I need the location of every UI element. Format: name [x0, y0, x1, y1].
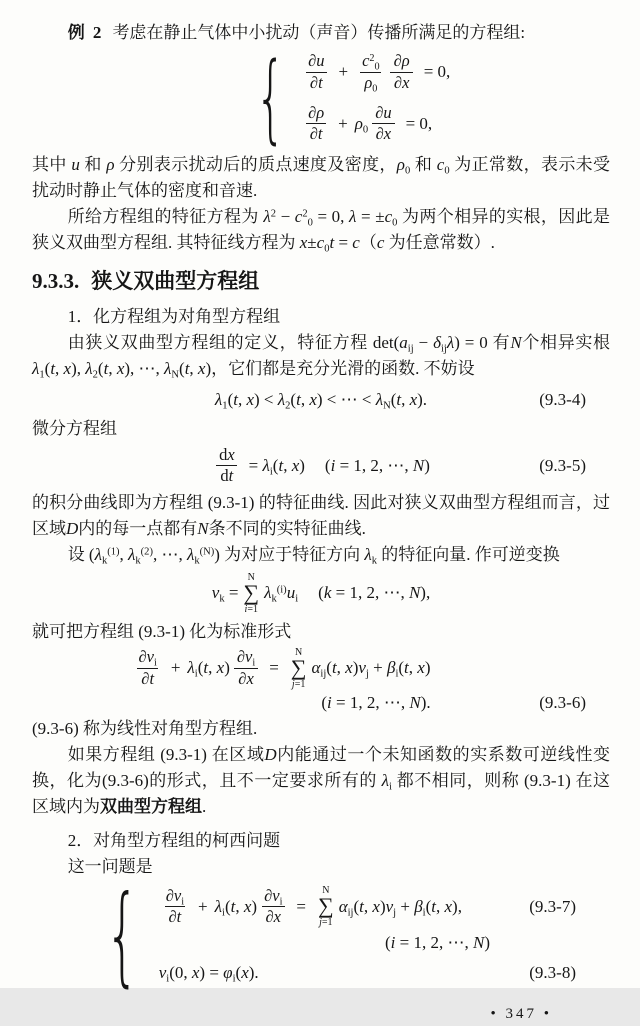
summation-symbol	[243, 572, 259, 615]
paragraph-cauchy-intro: 这一问题是	[67, 856, 153, 876]
summation-symbol	[318, 885, 334, 928]
cauchy-condition-line	[159, 930, 610, 956]
fraction-c0-rho0	[358, 51, 384, 95]
frac-den: ∂t	[306, 72, 327, 92]
sound-equation-2	[301, 104, 450, 144]
cauchy-system-lines	[159, 885, 610, 986]
fraction-drho-dx	[390, 52, 414, 92]
sum-lower-limit: j=1	[319, 917, 333, 929]
equals-zero: = 0,	[423, 62, 451, 82]
frac-den: $\rho_0$	[360, 72, 381, 92]
sigma-icon: ∑	[318, 893, 334, 919]
frac-num: $\partial v_i$	[165, 885, 185, 908]
example-intro-text: 考虑在静止气体中小扰动（声音）传播所满足的方程组:	[112, 23, 526, 42]
equation-9-3-5	[32, 446, 610, 486]
equation-number: (9.3-7)	[529, 896, 576, 916]
lambda-coefficient: $\lambda_i(t$, x)	[187, 658, 230, 680]
equation-number: (9.3-8)	[529, 963, 576, 983]
paragraph-standard-form: 就可把方程组 (9.3-1) 化为标准形式	[32, 621, 292, 641]
equation-lhs: $v_k$ =	[211, 583, 239, 606]
example-paragraph	[32, 20, 610, 46]
subheading-1: 1．化方程组为对角型方程组	[67, 307, 281, 326]
sum-lower-limit: i=1	[244, 603, 258, 615]
equation-9-3-6-line1	[32, 647, 530, 690]
equals-zero: = 0,	[405, 113, 433, 133]
frac-num: $c^2_0$	[362, 51, 380, 73]
plus-operator: +	[338, 62, 349, 82]
equals-operator: =	[269, 658, 279, 678]
equation-9-3-4	[32, 386, 610, 414]
frac-den: ∂t	[165, 906, 186, 926]
section-heading	[32, 266, 610, 296]
cauchy-problem-system	[88, 872, 610, 998]
plus-operator: +	[198, 896, 208, 916]
section-title: 狭义双曲型方程组	[91, 269, 260, 293]
frac-den: ∂x	[372, 123, 395, 143]
fraction-dvi-dx	[260, 887, 286, 927]
equation-rhs: = $\lambda_i(t$, x)	[248, 455, 305, 478]
paragraph-diagonal-name: (9.3-6) 称为线性对角型方程组.	[32, 718, 258, 738]
equation-condition: (i = 1, 2, ⋯, N)	[324, 455, 430, 475]
equals-operator: =	[296, 896, 306, 916]
equation-number: (9.3-5)	[539, 455, 586, 475]
frac-num: ∂ρ	[308, 103, 325, 122]
equation-number: (9.3-6)	[539, 692, 586, 712]
paragraph-integral-curves: 的积分曲线即为方程组 (9.3-1) 的特征曲线. 因此对狭义双曲型方程组而言，过区域D内的每一点都有N条不同的实特征曲线.	[32, 492, 610, 538]
fraction-dvi-dt	[135, 648, 161, 688]
sound-system-lines	[301, 52, 450, 144]
equation-condition: (i = 1, 2, ⋯, N).	[321, 692, 431, 712]
equation-condition: (i = 1, 2, ⋯, N)	[384, 933, 490, 953]
sum-lower-limit: j=1	[291, 678, 306, 690]
frac-den: ∂x	[234, 668, 257, 688]
frac-den: ∂x	[390, 72, 413, 92]
equation-9-3-6-line2	[32, 690, 610, 716]
frac-num: ∂u	[375, 103, 392, 122]
equation-9-3-8	[159, 960, 610, 986]
equation-body: $\alpha_{ij}(t$, $x)v_j + \beta_i(t$, x)	[311, 658, 431, 680]
sum-upper-limit: N	[247, 571, 255, 583]
paragraph-characteristic: 所给方程组的特征方程为 $\lambda^2 - c^2_0 = 0$, $\lambda = \pm c_0$ 为两个相异的实根，因此是狭义双曲型方程组. 其特征线方程为 $x\pm c_0t = c(c$ 为任意常数）.	[32, 207, 611, 255]
paragraph-definition: 由狭义双曲型方程组的定义，特征方程 $\det(a_{ij} - \delta_{ij}\lambda) = 0$ 有N个相异实根$\lambda_1(t$, x), $\lambda_2(t$, x), ⋯, $\lambda_N(t$, x)，它们都是充分光滑的函数. 不妨设	[32, 333, 611, 381]
frac-num: $\partial v_i$	[138, 647, 157, 669]
frac-num: $\partial v_i$	[236, 647, 256, 669]
frac-den: ∂t	[137, 668, 158, 688]
left-brace: {	[255, 42, 286, 154]
fraction-dvi-dt	[162, 887, 188, 927]
subheading-2: 2．对角型方程组的柯西问题	[67, 830, 281, 850]
sigma-icon: ∑	[243, 579, 260, 605]
sum-upper-limit: N	[295, 646, 303, 658]
fraction-dx-dt	[215, 446, 239, 486]
paragraph-eigenvector: 设 ($\lambda_k^{(1)}$, $\lambda_k^{(2)}$, ⋯, $\lambda_k^{(N)}$) 为对应于特征方向 $\lambda_k$ 的特征向量. 作可逆变换	[67, 544, 560, 567]
sigma-icon: ∑	[290, 654, 307, 680]
summation-symbol	[291, 647, 307, 690]
sound-equation-system	[240, 42, 610, 154]
fraction-du-dx	[371, 104, 395, 144]
label-ode: 微分方程组	[32, 419, 117, 438]
sound-equation-1	[301, 51, 451, 95]
frac-den: ∂t	[306, 123, 327, 143]
fraction-drho-dt	[304, 104, 328, 144]
equation-body: $v_i(0$, $x) = \varphi_i(x)$.	[158, 963, 259, 985]
paragraph-variables: 其中 u 和 ρ 分别表示扰动后的质点速度及密度，$\rho_0$ 和 $c_0$ 为正常数，表示未受扰动时静止气体的密度和音速.	[32, 155, 611, 200]
example-label: 例 2	[67, 23, 104, 42]
coefficient-rho0: $\rho_0$	[354, 113, 369, 136]
equation-condition: (k = 1, 2, ⋯, N),	[318, 583, 431, 603]
lambda-coefficient: $\lambda_i(t$, x)	[214, 896, 258, 919]
frac-den: ∂x	[262, 906, 285, 926]
equation-9-3-7	[159, 885, 610, 928]
fraction-du-dt	[304, 52, 328, 92]
equation-body: $\lambda_1(t$, $x) < \lambda_2(t$, x) < ⋯ < $\lambda_N(t$, x).	[214, 390, 428, 412]
equation-body: $\alpha_{ij}(t$, $x)v_j + \beta_i(t$, x),	[338, 896, 462, 919]
frac-num: ∂ρ	[393, 51, 410, 71]
plus-operator: +	[338, 113, 348, 133]
frac-num: $\partial v_i$	[264, 885, 283, 908]
frac-den: dt	[216, 465, 237, 485]
sum-upper-limit: N	[322, 885, 330, 897]
fraction-dvi-dx	[233, 648, 259, 688]
frac-num: dx	[219, 445, 235, 464]
equation-body: $\lambda_k^{(i)}u_i$	[264, 583, 299, 606]
page-number: • 347 •	[490, 1005, 552, 1022]
left-brace: {	[105, 872, 140, 998]
plus-operator: +	[170, 658, 181, 678]
section-number: 9.3.3.	[32, 269, 80, 293]
equation-vk-transform	[32, 572, 610, 615]
equation-number: (9.3-4)	[539, 390, 586, 409]
paragraph-hyperbolic-definition: 如果方程组 (9.3-1) 在区域D内能通过一个未知函数的实系数可逆线性变换，化为(9.3-6)的形式，且不一定要求所有的 $\lambda_i$ 都不相同，则称 (9.3-1) 在这区域内为双曲型方程组.	[32, 744, 611, 816]
frac-num: ∂u	[308, 51, 325, 71]
